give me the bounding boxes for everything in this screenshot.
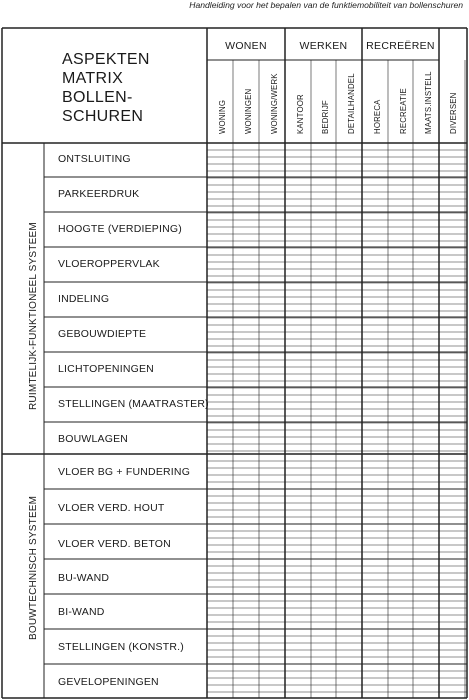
aspect-label-hoogte: HOOGTE (VERDIEPING) <box>58 223 182 235</box>
column-header-diversen: DIVERSEN <box>449 92 458 134</box>
aspect-label-vloeroppervlak: VLOEROPPERVLAK <box>58 258 160 270</box>
aspect-label-ontsluiting: ONTSLUITING <box>58 153 131 165</box>
column-header-woning: WONING <box>218 99 227 134</box>
aspect-label-vloer-verd-beton: VLOER VERD. BETON <box>58 538 171 550</box>
aspect-label-gebouwdiepte: GEBOUWDIEPTE <box>58 328 147 340</box>
column-header-woning-werk: WONING/WERK <box>270 73 279 134</box>
aspect-label-lichtopeningen: LICHTOPENINGEN <box>58 363 154 375</box>
aspect-label-vloer-bg-fundering: VLOER BG + FUNDERING <box>58 466 191 478</box>
aspect-label-gevelopeningen: GEVELOPENINGEN <box>58 676 159 688</box>
matrix-title-line: ASPEKTEN <box>62 51 150 68</box>
aspect-label-stellingen-maatraster: STELLINGEN (MAATRASTER) <box>58 398 209 410</box>
column-header-detailhandel: DETAILHANDEL <box>347 73 356 134</box>
group-header-werken: WERKEN <box>299 40 348 52</box>
aspect-label-bouwlagen: BOUWLAGEN <box>58 433 129 445</box>
column-header-maats-instell: MAATS.INSTELL <box>424 71 433 134</box>
aspect-label-bu-wand: BU-WAND <box>58 572 110 584</box>
column-header-bedrijf: BEDRIJF <box>321 100 330 134</box>
aspect-label-indeling: INDELING <box>58 293 110 305</box>
group-header-recreeren: RECREËREN <box>366 40 435 52</box>
aspect-label-bi-wand: BI-WAND <box>58 606 105 618</box>
matrix-title-line: BOLLEN- <box>62 89 133 106</box>
aspect-label-parkeerdruk: PARKEERDRUK <box>58 188 140 200</box>
page-title: Handleiding voor het bepalen van de funktiemobiliteit van bollenschuren <box>189 0 463 10</box>
column-header-woningen: WONINGEN <box>244 88 253 134</box>
column-header-horeca: HORECA <box>373 99 382 134</box>
matrix-title-line: MATRIX <box>62 70 124 87</box>
aspect-label-vloer-verd-hout: VLOER VERD. HOUT <box>58 502 165 514</box>
column-header-recreatie: RECREATIE <box>399 88 408 134</box>
column-header-kantoor: KANTOOR <box>296 94 305 134</box>
group-header-wonen: WONEN <box>225 40 267 52</box>
system-label-bouwtechnisch: BOUWTECHNISCH SYSTEEM <box>28 495 39 640</box>
system-label-ruimtelijk-funktioneel: RUIMTELIJK-FUNKTIONEEL SYSTEEM <box>28 222 39 410</box>
aspect-label-stellingen-konstr: STELLINGEN (KONSTR.) <box>58 641 184 653</box>
matrix-title-line: SCHUREN <box>62 108 144 125</box>
